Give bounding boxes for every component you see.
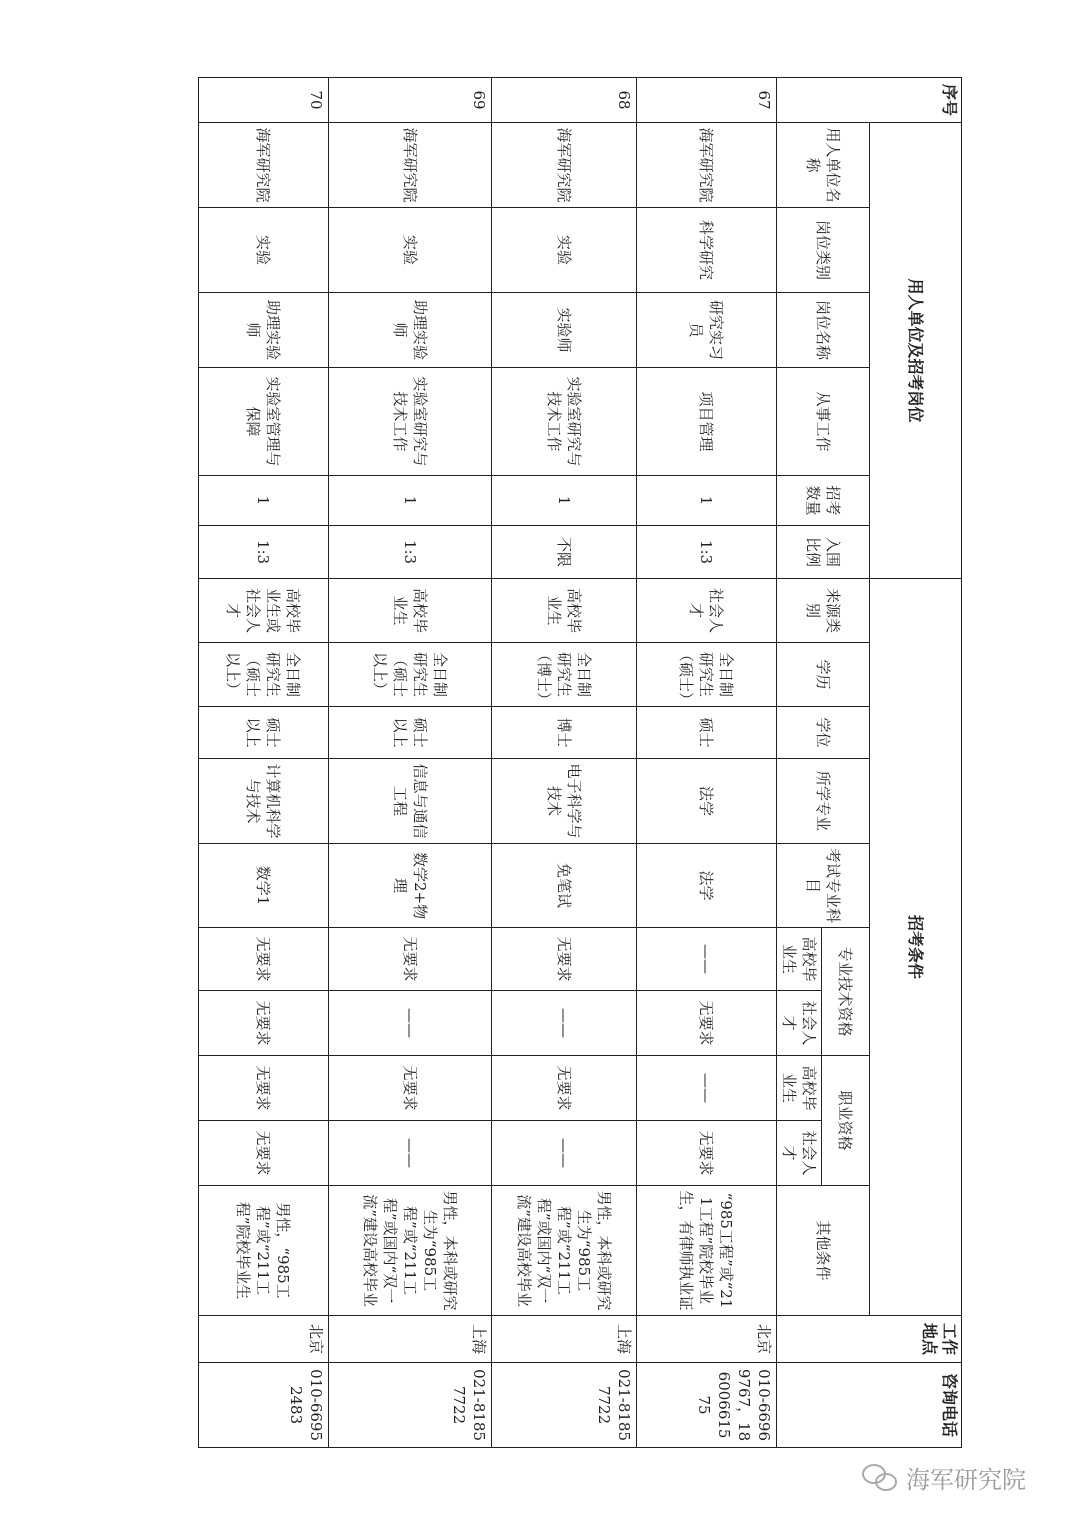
- cell-degree: 硕士以上: [199, 707, 329, 759]
- cell-ratio: 1:3: [199, 526, 329, 579]
- table-row: [199, 78, 329, 1448]
- cell-other: 男性，“985工程”或“211工程”院校毕业生: [199, 1186, 329, 1316]
- header-voc-qual: 职业资格: [822, 1056, 870, 1186]
- cell-post-type: 实验: [492, 208, 637, 293]
- cell-location: 上海: [329, 1316, 492, 1363]
- cell-source: 高校毕业生: [329, 579, 492, 643]
- cell-edu: 全日制研究生（博士）: [492, 643, 637, 707]
- cell-source: 社会人才: [637, 579, 777, 643]
- header-exam: 考试专业科目: [777, 844, 870, 928]
- cell-post-name: 实验师: [492, 293, 637, 368]
- cell-work: 实验室管理与保障: [199, 368, 329, 476]
- watermark-text: 海军研究院: [906, 1466, 1026, 1494]
- cell-post-type: 实验: [329, 208, 492, 293]
- cell-other: “985工程”或“211工程”院校毕业生，有律师执业证: [637, 1186, 777, 1316]
- header-location: 工作地点: [777, 1316, 962, 1363]
- header-degree: 学位: [777, 707, 870, 759]
- cell-source: 高校毕业生或社会人才: [199, 579, 329, 643]
- header-post-type: 岗位类别: [777, 208, 870, 293]
- cell-work: 实验室研究与技术工作: [329, 368, 492, 476]
- header-group-conditions: 招考条件: [870, 579, 962, 1316]
- table-row: [492, 78, 637, 1448]
- cell-unit: 海军研究院: [637, 123, 777, 208]
- cell-ratio: 1:3: [637, 526, 777, 579]
- cell-location: 北京: [199, 1316, 329, 1363]
- cell-phone: 021-81857722: [492, 1363, 637, 1448]
- cell-count: 1: [492, 476, 637, 526]
- cell-voc-grad: 无要求: [492, 1056, 637, 1121]
- header-group-unit-post: 用人单位及招考岗位: [870, 123, 962, 579]
- cell-source: 高校毕业生: [492, 579, 637, 643]
- cell-major: 信息与通信工程: [329, 759, 492, 844]
- cell-location: 上海: [492, 1316, 637, 1363]
- header-edu: 学历: [777, 643, 870, 707]
- watermark: [862, 1460, 1026, 1495]
- cell-major: 电子科学与技术: [492, 759, 637, 844]
- cell-post-type: 科学研究: [637, 208, 777, 293]
- cell-phone: 021-81857722: [329, 1363, 492, 1448]
- table-row: [329, 78, 492, 1448]
- header-other: 其他条件: [777, 1186, 870, 1316]
- cell-seq: 70: [199, 78, 329, 123]
- header-tech-qual: 专业技术资格: [822, 928, 870, 1056]
- cell-unit: 海军研究院: [492, 123, 637, 208]
- cell-tech-grad: 无要求: [492, 928, 637, 991]
- cell-other: 男性，本科或研究生为“985工程”或“211工程”或国内“双一流”建设高校毕业: [329, 1186, 492, 1316]
- cell-seq: 67: [637, 78, 777, 123]
- table-row: [637, 78, 777, 1448]
- header-unit: 用人单位名称: [777, 123, 870, 208]
- cell-seq: 68: [492, 78, 637, 123]
- cell-voc-grad: 无要求: [199, 1056, 329, 1121]
- cell-tech-social: ——: [492, 991, 637, 1056]
- cell-count: 1: [199, 476, 329, 526]
- recruitment-table: [198, 77, 962, 1448]
- header-seq: 序号: [777, 78, 962, 123]
- cell-tech-grad: 无要求: [199, 928, 329, 991]
- cell-tech-social: ——: [329, 991, 492, 1056]
- header-source: 来源类别: [777, 579, 870, 643]
- wechat-icon: [862, 1464, 898, 1492]
- cell-tech-social: 无要求: [199, 991, 329, 1056]
- cell-major: 计算机科学与技术: [199, 759, 329, 844]
- cell-work: 项目管理: [637, 368, 777, 476]
- header-tech-grad: 高校毕业生: [777, 928, 822, 991]
- cell-tech-grad: 无要求: [329, 928, 492, 991]
- cell-voc-grad: 无要求: [329, 1056, 492, 1121]
- cell-tech-social: 无要求: [637, 991, 777, 1056]
- header-ratio: 入围比例: [777, 526, 870, 579]
- cell-degree: 硕士以上: [329, 707, 492, 759]
- cell-location: 北京: [637, 1316, 777, 1363]
- cell-work: 实验室研究与技术工作: [492, 368, 637, 476]
- cell-unit: 海军研究院: [199, 123, 329, 208]
- cell-post-name: 研究实习员: [637, 293, 777, 368]
- cell-edu: 全日制研究生（硕士以上）: [199, 643, 329, 707]
- header-major: 所学专业: [777, 759, 870, 844]
- cell-phone: 010-66969767，18600661575: [637, 1363, 777, 1448]
- cell-major: 法学: [637, 759, 777, 844]
- cell-degree: 博士: [492, 707, 637, 759]
- header-count: 招考数量: [777, 476, 870, 526]
- cell-edu: 全日制研究生（硕士）: [637, 643, 777, 707]
- cell-seq: 69: [329, 78, 492, 123]
- cell-exam: 数学2+物理: [329, 844, 492, 928]
- header-voc-grad: 高校毕业生: [777, 1056, 822, 1121]
- header-voc-social: 社会人才: [777, 1121, 822, 1186]
- cell-exam: 法学: [637, 844, 777, 928]
- cell-voc-social: ——: [329, 1121, 492, 1186]
- cell-phone: 010-66952483: [199, 1363, 329, 1448]
- cell-count: 1: [329, 476, 492, 526]
- header-post-name: 岗位名称: [777, 293, 870, 368]
- cell-ratio: 1:3: [329, 526, 492, 579]
- cell-post-type: 实验: [199, 208, 329, 293]
- header-phone: 咨询电话: [777, 1363, 962, 1448]
- cell-post-name: 助理实验师: [329, 293, 492, 368]
- cell-exam: 数学1: [199, 844, 329, 928]
- cell-voc-social: 无要求: [637, 1121, 777, 1186]
- header-tech-social: 社会人才: [777, 991, 822, 1056]
- cell-degree: 硕士: [637, 707, 777, 759]
- cell-voc-social: 无要求: [199, 1121, 329, 1186]
- cell-other: 男性，本科或研究生为“985工程”或“211工程”或国内“双一流”建设高校毕业: [492, 1186, 637, 1316]
- cell-voc-grad: ——: [637, 1056, 777, 1121]
- header-work: 从事工作: [777, 368, 870, 476]
- cell-post-name: 助理实验师: [199, 293, 329, 368]
- cell-tech-grad: ——: [637, 928, 777, 991]
- cell-exam: 免笔试: [492, 844, 637, 928]
- cell-edu: 全日制研究生（硕士以上）: [329, 643, 492, 707]
- cell-count: 1: [637, 476, 777, 526]
- cell-ratio: 不限: [492, 526, 637, 579]
- rotated-recruitment-table: [199, 77, 962, 1447]
- cell-unit: 海军研究院: [329, 123, 492, 208]
- cell-voc-social: ——: [492, 1121, 637, 1186]
